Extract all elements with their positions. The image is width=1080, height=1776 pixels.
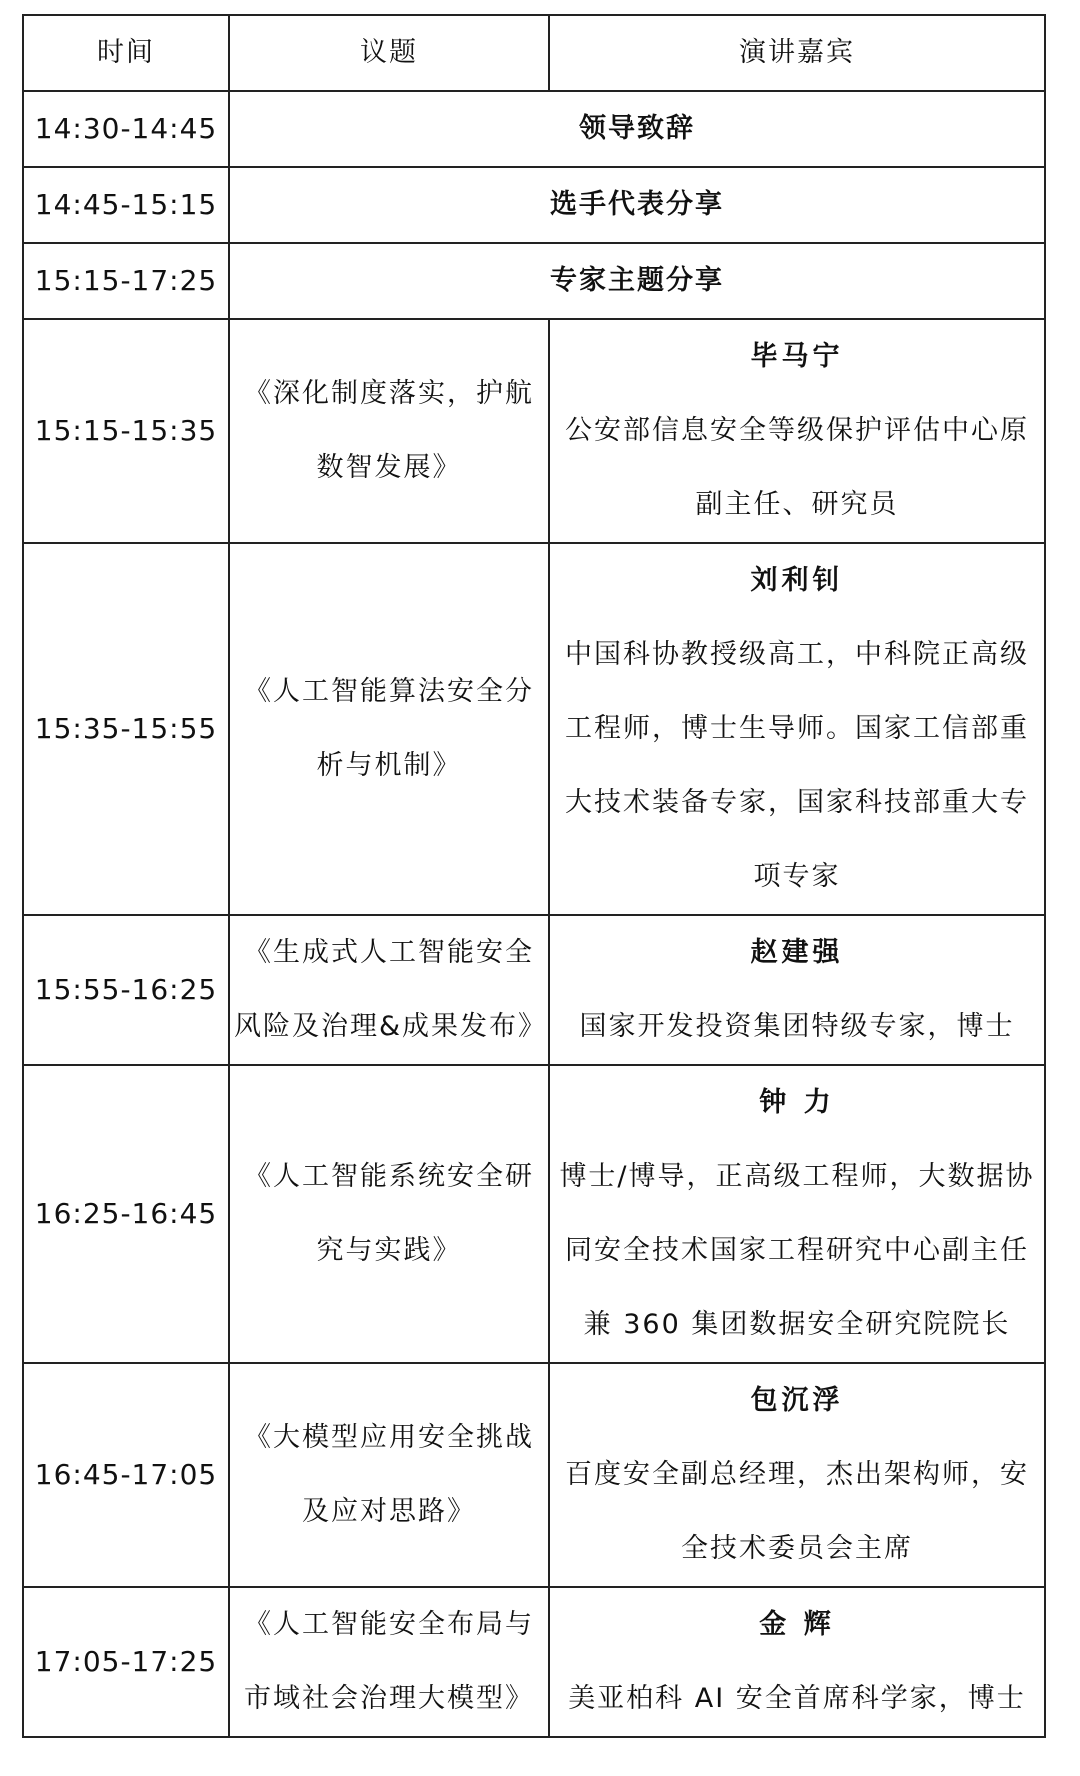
speaker-cell — [549, 915, 1045, 1065]
time-cell: 16:25-16:45 — [23, 1065, 229, 1363]
time-cell: 15:15-17:25 — [23, 243, 229, 319]
speaker-name: 钟 力 — [759, 1087, 835, 1118]
speaker-desc: 博士/博导，正高级工程师，大数据协同安全技术国家工程研究中心副主任兼 360 集团数据安全研究院院长 — [559, 1161, 1035, 1340]
header-topic: 议题 — [229, 15, 549, 91]
topic-cell: 《大模型应用安全挑战及应对思路》 — [229, 1363, 549, 1587]
topic-cell: 《深化制度落实，护航数智发展》 — [229, 319, 549, 543]
table-row — [23, 1587, 1045, 1737]
speaker-desc: 公安部信息安全等级保护评估中心原副主任、研究员 — [565, 415, 1029, 520]
speaker-name: 金 辉 — [759, 1609, 835, 1640]
speaker-desc: 国家开发投资集团特级专家，博士 — [579, 1011, 1015, 1042]
speaker-desc: 中国科协教授级高工，中科院正高级工程师，博士生导师。国家工信部重大技术装备专家，国家科技部重大专项专家 — [565, 639, 1029, 892]
table-row — [23, 167, 1045, 243]
time-cell: 15:35-15:55 — [23, 543, 229, 915]
topic-cell: 《人工智能算法安全分析与机制》 — [229, 543, 549, 915]
session-title: 选手代表分享 — [229, 167, 1045, 243]
table-row — [23, 915, 1045, 1065]
session-title: 专家主题分享 — [229, 243, 1045, 319]
speaker-desc: 百度安全副总经理，杰出架构师，安全技术委员会主席 — [565, 1459, 1029, 1564]
header-speaker: 演讲嘉宾 — [549, 15, 1045, 91]
topic-cell: 《人工智能系统安全研究与实践》 — [229, 1065, 549, 1363]
speaker-cell — [549, 319, 1045, 543]
speaker-name: 毕马宁 — [750, 341, 844, 372]
speaker-name: 赵建强 — [750, 937, 844, 968]
time-cell: 15:55-16:25 — [23, 915, 229, 1065]
session-title: 领导致辞 — [229, 91, 1045, 167]
table-row — [23, 543, 1045, 915]
speaker-cell — [549, 1587, 1045, 1737]
table-row — [23, 319, 1045, 543]
time-cell: 14:45-15:15 — [23, 167, 229, 243]
schedule-table — [22, 14, 1046, 1738]
speaker-name: 刘利钊 — [750, 565, 844, 596]
header-row — [23, 15, 1045, 91]
table-row — [23, 91, 1045, 167]
speaker-cell — [549, 1363, 1045, 1587]
time-cell: 14:30-14:45 — [23, 91, 229, 167]
topic-cell: 《生成式人工智能安全风险及治理&成果发布》 — [229, 915, 549, 1065]
table-row — [23, 1363, 1045, 1587]
time-cell: 17:05-17:25 — [23, 1587, 229, 1737]
time-cell: 15:15-15:35 — [23, 319, 229, 543]
table-row — [23, 243, 1045, 319]
time-cell: 16:45-17:05 — [23, 1363, 229, 1587]
header-time: 时间 — [23, 15, 229, 91]
table-row — [23, 1065, 1045, 1363]
speaker-cell — [549, 543, 1045, 915]
speaker-cell — [549, 1065, 1045, 1363]
speaker-name: 包沉浮 — [750, 1385, 844, 1416]
topic-cell: 《人工智能安全布局与市域社会治理大模型》 — [229, 1587, 549, 1737]
speaker-desc: 美亚柏科 AI 安全首席科学家，博士 — [568, 1683, 1026, 1714]
